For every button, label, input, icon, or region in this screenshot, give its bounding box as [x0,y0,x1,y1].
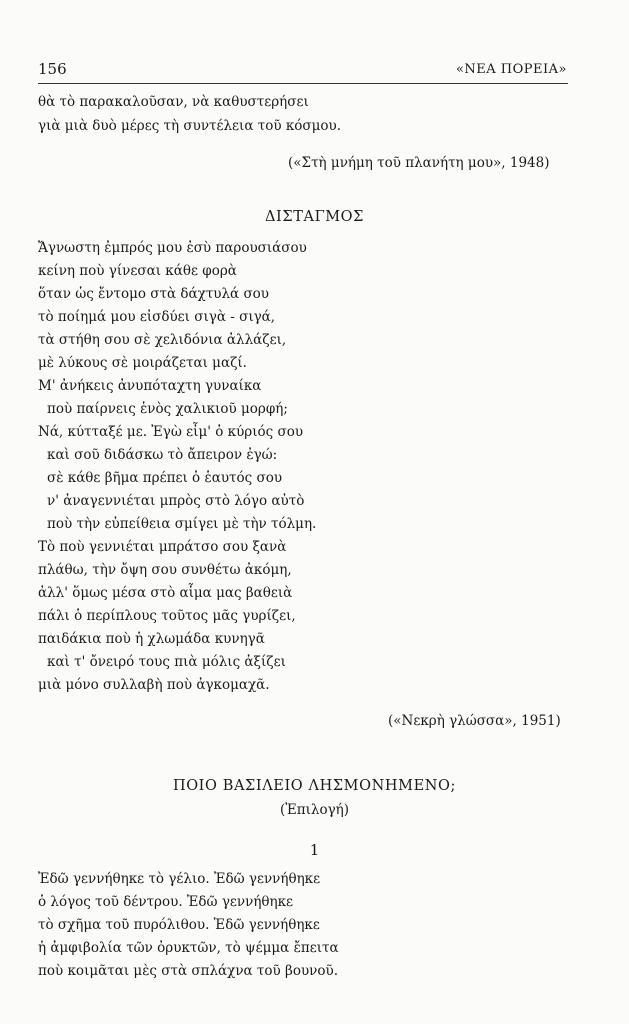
poem-line: μιὰ μόνο συλλαβὴ ποὺ ἀγκομαχᾶ. [38,677,270,693]
poem-line: Νά, κύτταξέ με. Ἐγὼ εἶμ' ὁ κύριός σου [38,424,304,440]
poem-line: τὸ ποίημά μου εἰσδύει σιγὰ - σιγά, [38,309,276,325]
poem-subtitle: (Ἐπιλογή) [279,802,350,818]
poem-source: («Στὴ μνήμη τοῦ πλανήτη μου», 1948) [288,155,550,171]
poem-title: ΠΟΙΟ ΒΑΣΙΛΕΙΟ ΛΗΣΜΟΝΗΜΕΝΟ; [172,778,457,794]
poem-title: ΔΙΣΤΑΓΜΟΣ [264,209,365,225]
poem-line: ποὺ παίρνεις ἑνὸς χαλικιοῦ μορφή; [47,401,288,417]
poem-line: τὸ σχῆμα τοῦ πυρόλιθου. Ἐδῶ γεννήθηκε [38,917,320,933]
poem-line: θὰ τὸ παρακαλοῦσαν, νὰ καθυστερήσει [38,94,309,110]
poem-line: τὰ στήθη σου σὲ χελιδόνια ἀλλάζει, [38,332,287,348]
page-number: 156 [38,60,67,78]
poem-source: («Νεκρὴ γλώσσα», 1951) [388,713,561,729]
poem-line: καὶ σοῦ διδάσκω τὸ ἄπειρον ἐγώ: [47,447,278,463]
poem-line: καὶ τ' ὄνειρό τους πιὰ μόλις ἀξίζει [47,654,286,670]
poem-line: μὲ λύκους σὲ μοιράζεται μαζί. [38,355,247,371]
poem-line: Ἄγνωστη ἐμπρός μου ἐσὺ παρουσιάσου [38,240,307,256]
poem-line: Τὸ ποὺ γεννιέται μπράτσο σου ξανὰ [38,539,287,555]
poem-line: ν' ἀναγεννιέται μπρὸς στὸ λόγο αὐτὸ [47,493,305,509]
poem-line: ὅταν ὡς ἔντομο στὰ δάχτυλά σου [38,286,270,302]
poem-line: ποὺ κοιμᾶται μὲς στὰ σπλάχνα τοῦ βουνοῦ. [38,963,338,979]
header-rule [38,83,568,84]
running-title: «ΝΕΑ ΠΟΡΕΙΑ» [455,62,567,77]
poem-line: πάλι ὁ περίπλους τοῦτος μᾶς γυρίζει, [38,608,296,624]
poem-line: Ἐδῶ γεννήθηκε τὸ γέλιο. Ἐδῶ γεννήθηκε [38,871,321,887]
poem-line: σὲ κάθε βῆμα πρέπει ὁ ἑαυτός σου [47,470,283,486]
section-number: 1 [309,841,320,859]
poem-line: ἡ ἀμφιβολία τῶν ὀρυκτῶν, τὸ ψέμμα ἔπειτα [38,940,339,956]
poem-line: πλάθω, τὴν ὄψη σου συνθέτω ἀκόμη, [38,562,292,578]
poem-line: ἀλλ' ὅμως μέσα στὸ αἷμα μας βαθειὰ [38,585,293,601]
poem-line: παιδάκια ποὺ ἡ χλωμάδα κυνηγᾶ [38,631,265,647]
poem-line: Μ' ἀνήκεις ἀνυπόταχτη γυναίκα [38,378,262,394]
poem-line: ὁ λόγος τοῦ δέντρου. Ἐδῶ γεννήθηκε [38,894,294,910]
poem-line: γιὰ μιὰ δυὸ μέρες τὴ συντέλεια τοῦ κόσμου. [38,118,342,134]
poem-line: κείνη ποὺ γίνεσαι κάθε φορὰ [38,263,237,279]
poem-line: ποὺ τὴν εὐπείθεια σμίγει μὲ τὴν τόλμη. [47,516,317,532]
